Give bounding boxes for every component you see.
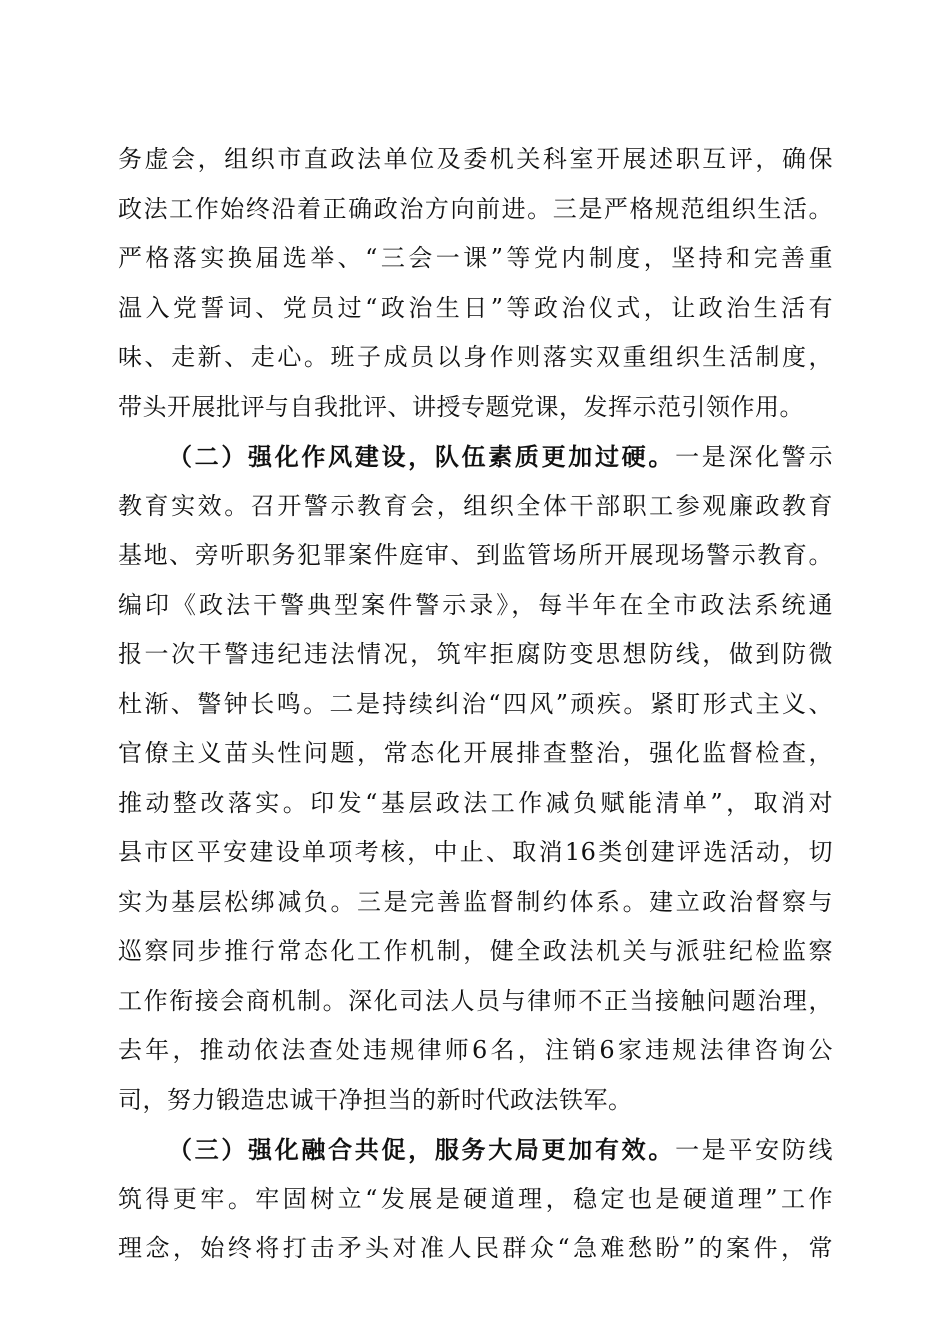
section-heading: （三）强化融合共促，服务大局更加有效。 (168, 1135, 676, 1164)
text-line: 务虚会，组织市直政法单位及委机关科室开展述职互评，确保 (118, 145, 833, 173)
text-line: 实为基层松绑减负。三是完善监督制约体系。建立政治督察与 (118, 887, 833, 916)
section-heading-rest: 一是深化警示 (675, 443, 833, 471)
text-line: 巡察同步推行常态化工作机制，健全政法机关与派驻纪检监察 (118, 937, 833, 965)
text-line: 司，努力锻造忠诚干净担当的新时代政法铁军。 (118, 1085, 633, 1114)
text-line: 带头开展批评与自我批评、讲授专题党课，发挥示范引领作用。 (118, 392, 804, 421)
text-line: 杜渐、警钟长鸣。二是持续纠治“四风”顽疾。紧盯形式主义、 (118, 689, 833, 718)
text-line: 编印《政法干警典型案件警示录》，每半年在全市政法系统通 (118, 590, 833, 619)
section-heading-rest: 一是平安防线 (675, 1136, 833, 1164)
text-line: 推动整改落实。印发“基层政法工作减负赋能清单”，取消对 (118, 788, 833, 817)
text-line: 教育实效。召开警示教育会，组织全体干部职工参观廉政教育 (118, 491, 833, 520)
paragraph-section-3 (118, 1125, 833, 1274)
text-line: 政法工作始终沿着正确政治方向前进。三是严格规范组织生活。 (118, 194, 833, 223)
document-body (118, 135, 833, 1274)
text-line: 工作衔接会商机制。深化司法人员与律师不正当接触问题治理， (118, 986, 833, 1015)
text-line: 基地、旁听职务犯罪案件庭审、到监管场所开展现场警示教育。 (118, 541, 833, 569)
text-line: 县市区平安建设单项考核，中止、取消16类创建评选活动，切 (118, 838, 833, 866)
section-heading: （二）强化作风建设，队伍素质更加过硬。 (168, 442, 676, 471)
section-heading-line (118, 1125, 833, 1175)
text-line: 理念，始终将打击矛头对准人民群众“急难愁盼”的案件，常 (118, 1234, 833, 1262)
text-line: 官僚主义苗头性问题，常态化开展排查整治，强化监督检查， (118, 739, 833, 767)
section-heading-line (118, 432, 833, 482)
paragraph-section-2 (118, 432, 833, 1125)
text-line: 筑得更牢。牢固树立“发展是硬道理，稳定也是硬道理”工作 (118, 1184, 833, 1213)
text-line: 温入党誓词、党员过“政治生日”等政治仪式，让政治生活有 (118, 293, 833, 322)
text-line: 严格落实换届选举、“三会一课”等党内制度，坚持和完善重 (118, 244, 833, 272)
text-line: 去年，推动依法查处违规律师6名，注销6家违规法律咨询公 (118, 1036, 833, 1064)
paragraph-1 (118, 135, 833, 432)
text-line: 报一次干警违纪违法情况，筑牢拒腐防变思想防线，做到防微 (118, 640, 833, 668)
text-line: 味、走新、走心。班子成员以身作则落实双重组织生活制度， (118, 343, 833, 371)
